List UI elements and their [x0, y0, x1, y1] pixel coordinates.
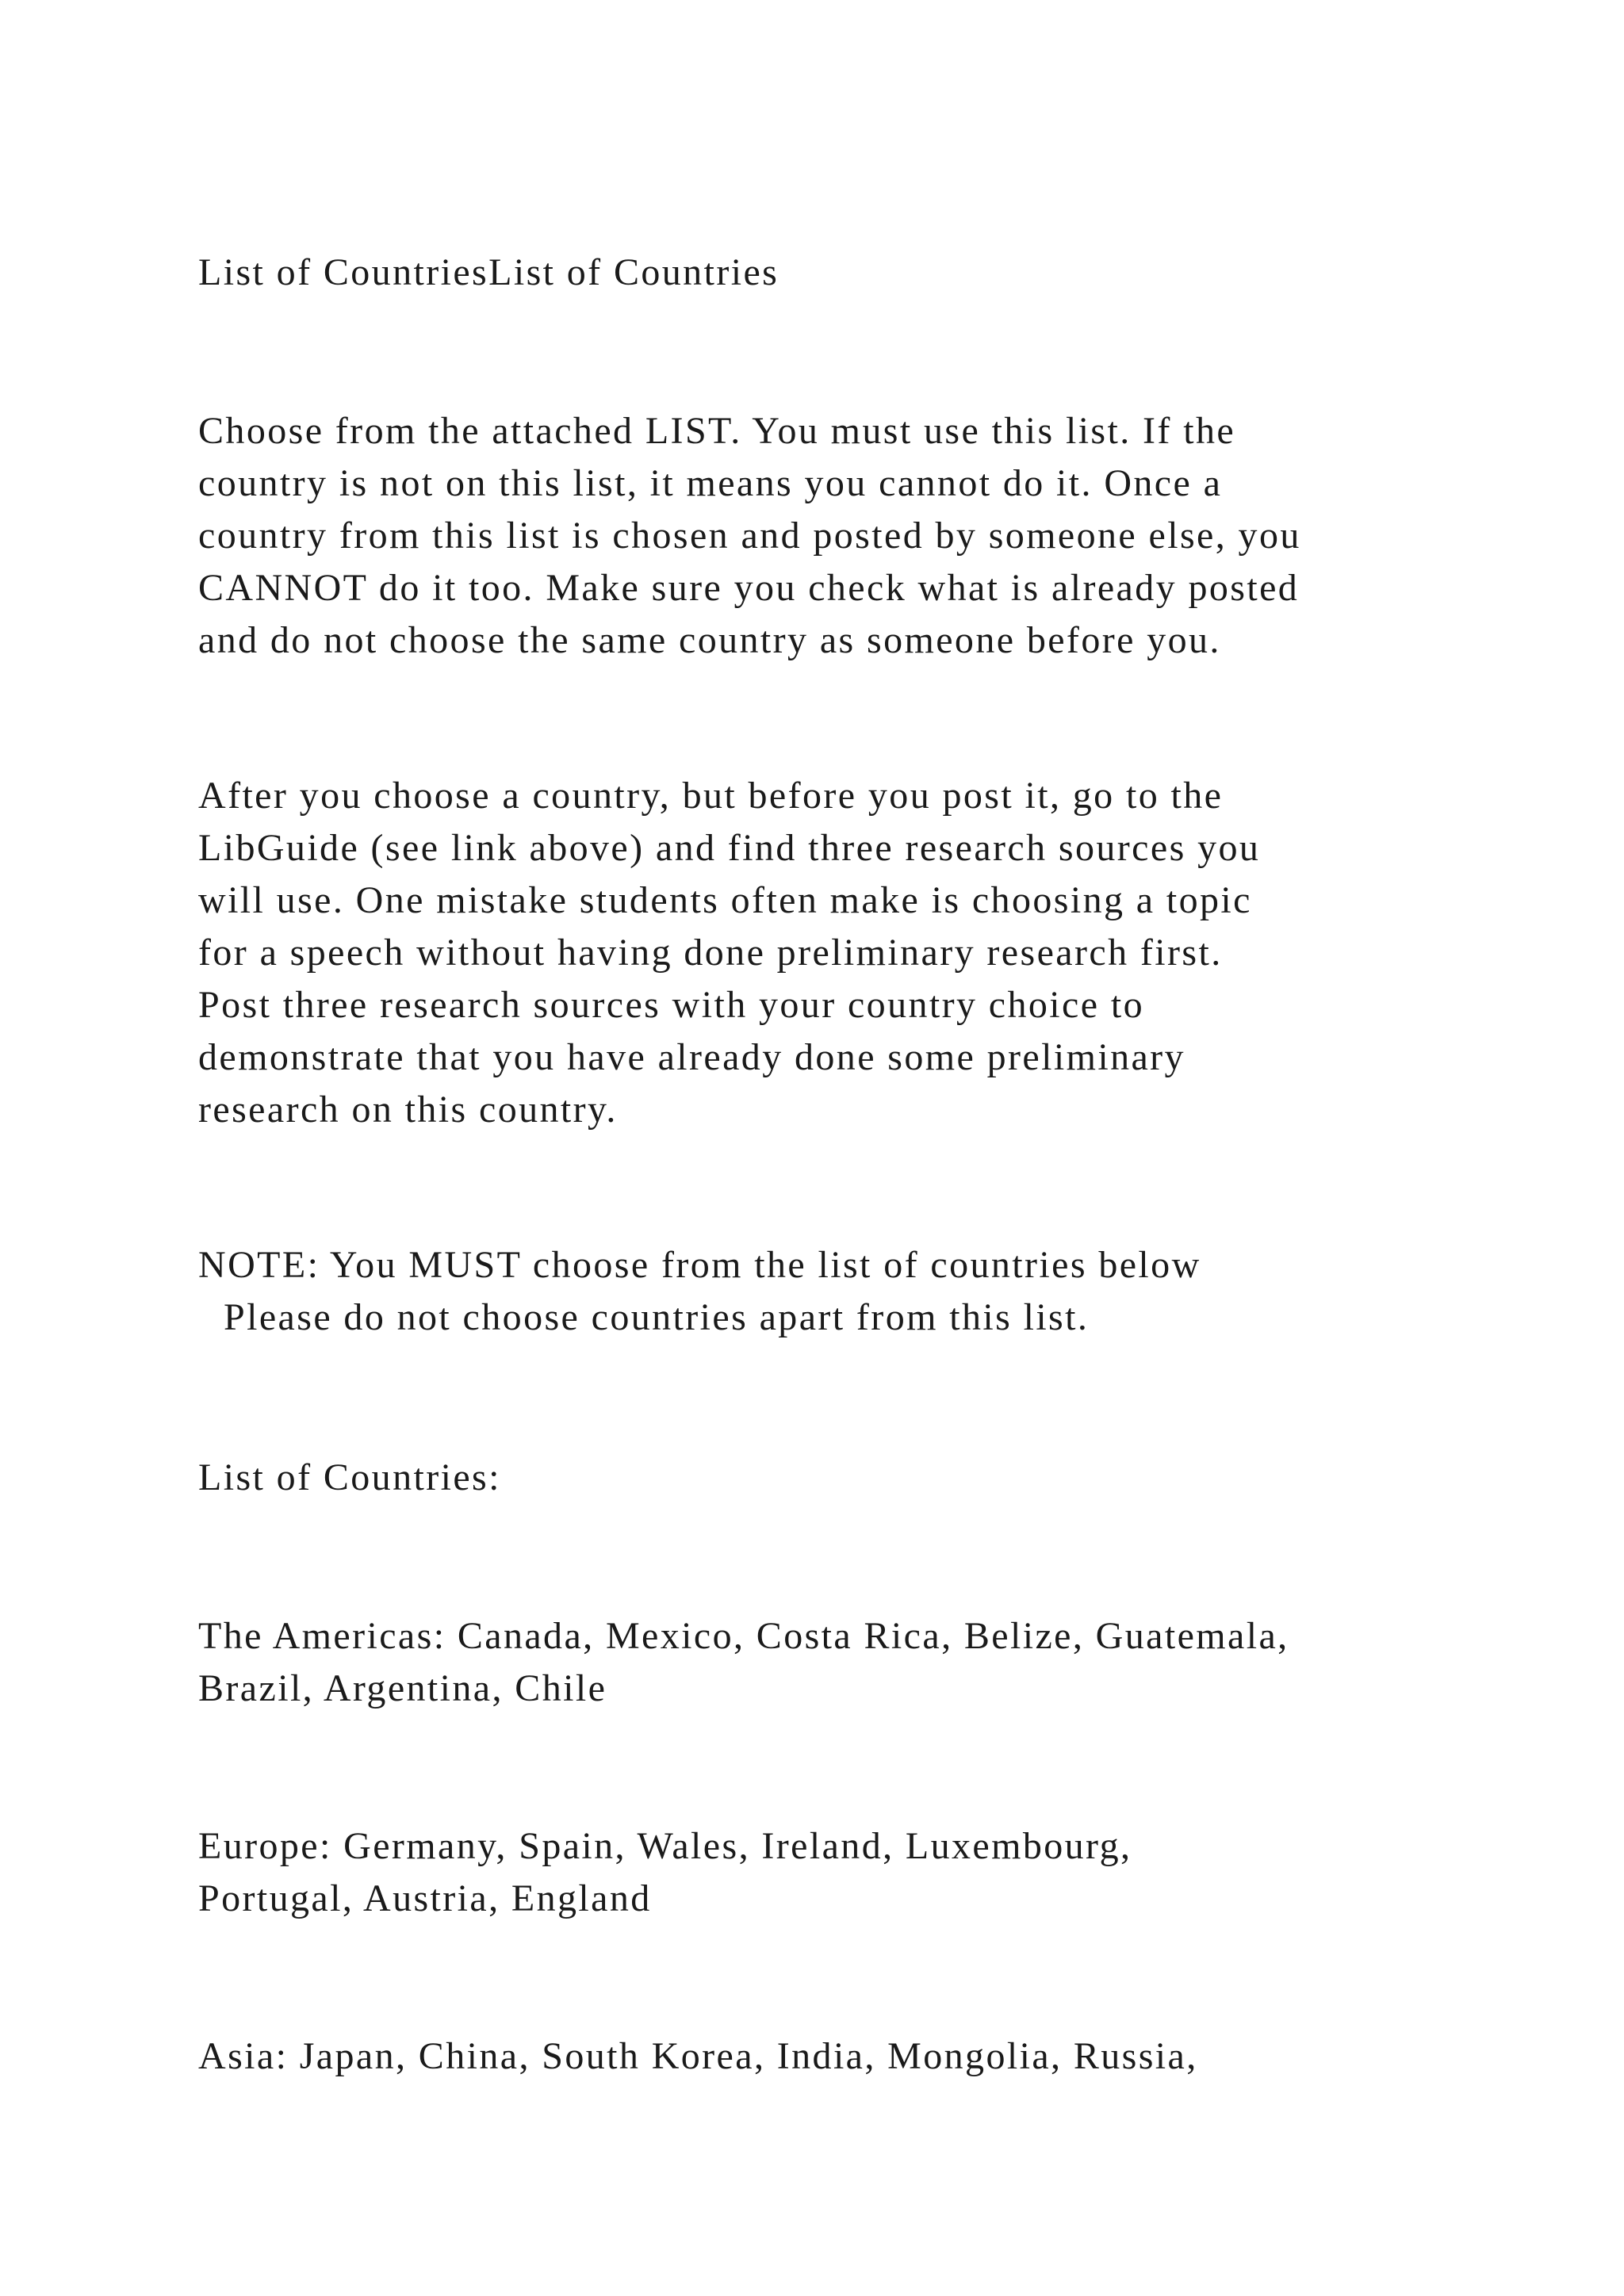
- region-line: Asia: Japan, China, South Korea, India, Mongolia, Russia,: [198, 2035, 1198, 2077]
- paragraph-line: LibGuide (see link above) and find three research sources you: [198, 827, 1261, 869]
- note-line: NOTE: You MUST choose from the list of countries below: [198, 1244, 1201, 1286]
- title-line: List of CountriesList of Countries: [198, 251, 779, 293]
- instructions-paragraph: [198, 405, 1530, 667]
- paragraph-line: CANNOT do it too. Make sure you check what is already posted: [198, 567, 1300, 609]
- region-europe: [198, 1820, 1530, 1925]
- region-line: Europe: Germany, Spain, Wales, Ireland, Luxembourg,: [198, 1825, 1132, 1867]
- research-paragraph: [198, 770, 1530, 1136]
- paragraph-line: Post three research sources with your country choice to: [198, 984, 1144, 1026]
- paragraph-line: demonstrate that you have already done some preliminary: [198, 1036, 1185, 1078]
- region-asia: [198, 2030, 1530, 2083]
- list-heading: [198, 1452, 1530, 1504]
- paragraph-line: research on this country.: [198, 1089, 618, 1131]
- paragraph-line: Choose from the attached LIST. You must use this list. If the: [198, 410, 1236, 452]
- paragraph-line: country is not on this list, it means you cannot do it. Once a: [198, 462, 1223, 504]
- region-americas: [198, 1610, 1530, 1715]
- region-line: Portugal, Austria, England: [198, 1877, 652, 1919]
- paragraph-line: After you choose a country, but before you post it, go to the: [198, 775, 1224, 817]
- paragraph-line: country from this list is chosen and posted by someone else, you: [198, 515, 1301, 557]
- region-line: The Americas: Canada, Mexico, Costa Rica, Belize, Guatemala,: [198, 1615, 1289, 1657]
- region-line: Brazil, Argentina, Chile: [198, 1667, 607, 1709]
- paragraph-line: and do not choose the same country as someone before you.: [198, 619, 1221, 661]
- document-title: [198, 247, 1530, 299]
- note-paragraph: [198, 1239, 1530, 1344]
- note-line: Please do not choose countries apart from this list.: [224, 1296, 1090, 1338]
- paragraph-line: for a speech without having done preliminary research first.: [198, 932, 1223, 974]
- list-heading-text: List of Countries:: [198, 1456, 501, 1498]
- paragraph-line: will use. One mistake students often make is choosing a topic: [198, 879, 1252, 921]
